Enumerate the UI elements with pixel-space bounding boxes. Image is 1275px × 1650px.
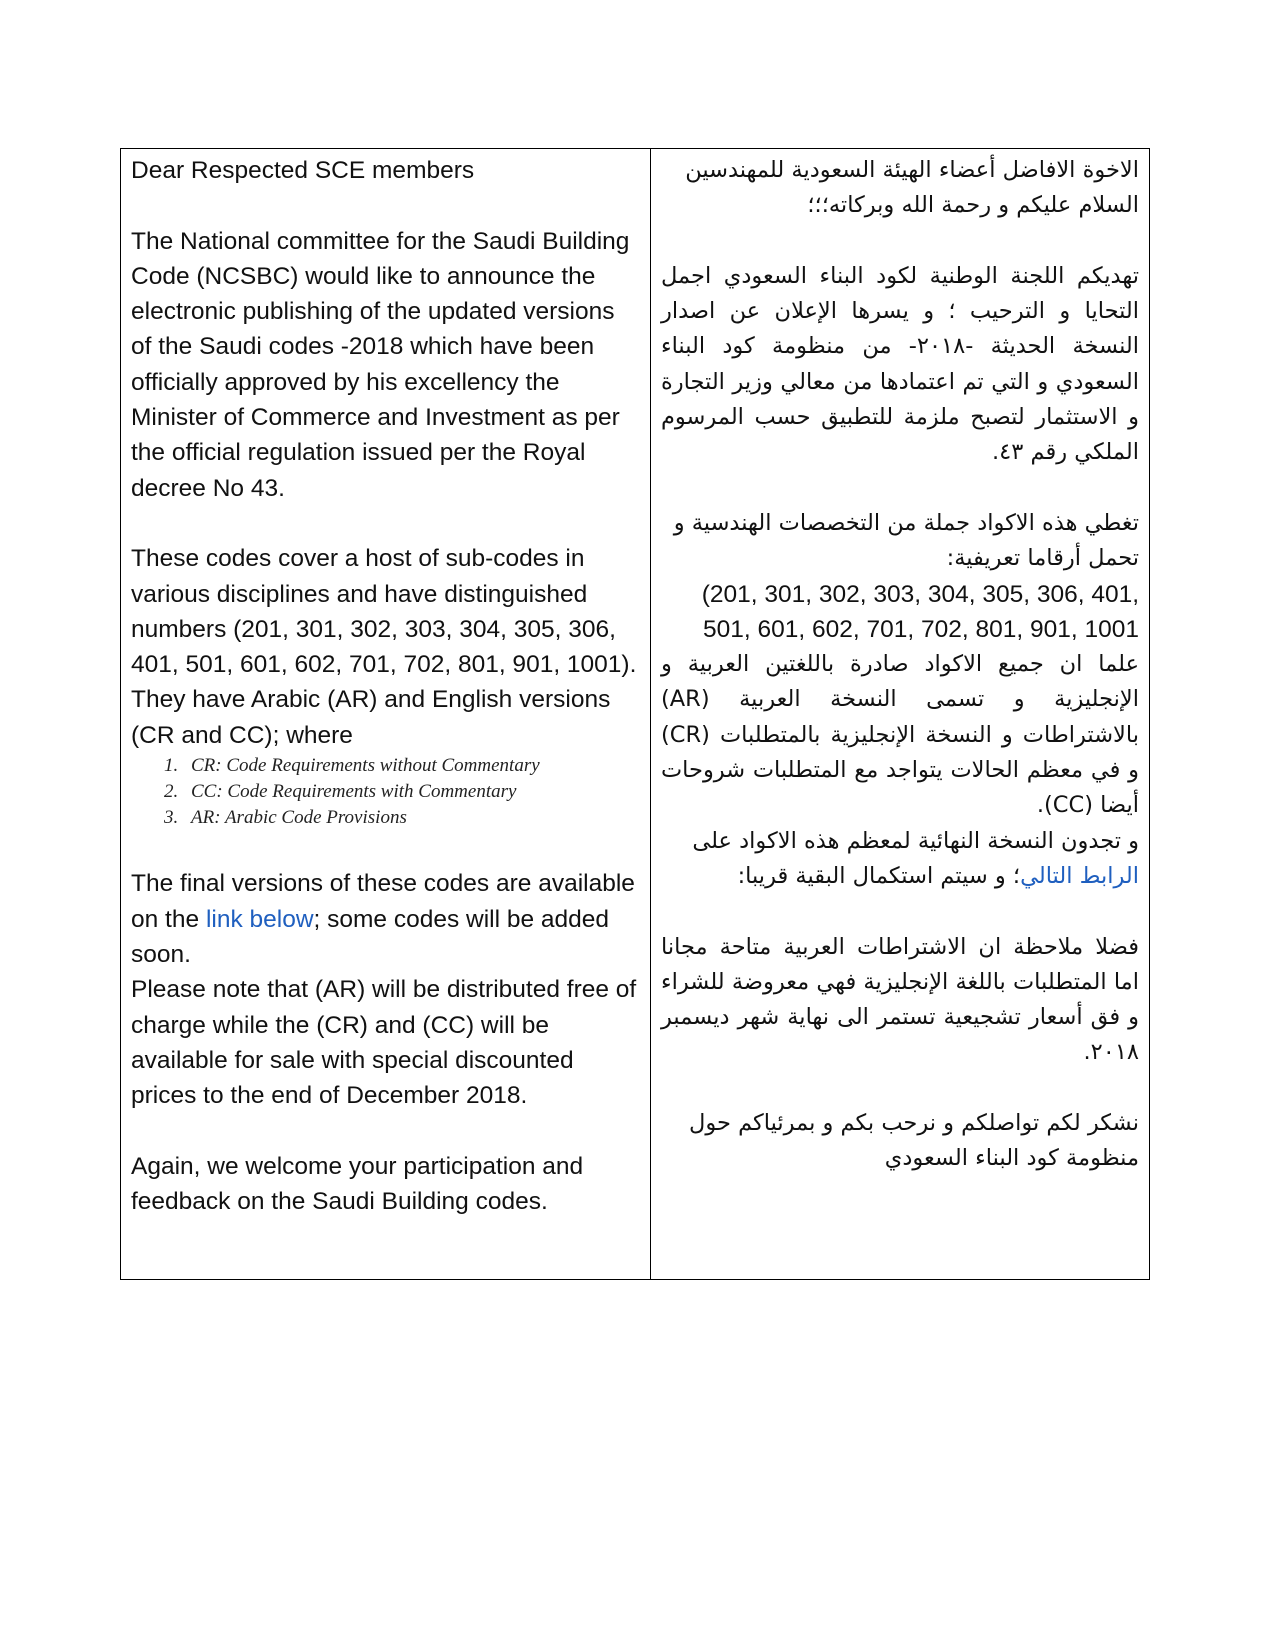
ar-code-numbers-line-1: (201, 301, 302, 303, 304, 305, 306, 401, [701, 580, 1139, 608]
en-paragraph-welcome: Again, we welcome your participation and feedback on the Saudi Building codes. [131, 1152, 584, 1216]
arabic-column [651, 149, 1149, 1279]
english-column [121, 149, 651, 1279]
ar-paragraph-announcement: تهديكم اللجنة الوطنية لكود البناء السعودي اجمل التحايا و الترحيب ؛ و يسرها الإعلان عن اصدار النسخة الحديثة -٢٠١٨- من منظومة كود البناء السعودي و التي تم اعتمادها من معالي وزير التجارة و الاستثمار لتصبح ملزمة للتطبيق حسب المرسوم الملكي رقم ٤٣. [661, 262, 1139, 466]
ar-greeting: السلام عليكم و رحمة الله وبركاته؛؛؛ [807, 192, 1139, 219]
ar-paragraph-pricing: فضلا ملاحظة ان الاشتراطات العربية متاحة مجانا اما المتطلبات باللغة الإنجليزية فهي معروضة للشراء و فق أسعار تشجيعية تستمر الى نهاية شهر ديسمبر ٢٠١٨. [661, 933, 1139, 1066]
en-paragraph-pricing: Please note that (AR) will be distributed free of charge while the (CR) and (CC) will be available for sale with special discounted prices to the end of December 2018. [131, 976, 637, 1110]
definition-ar: 3. AR: Arabic Code Provisions [183, 805, 640, 831]
ar-paragraph-versions: علما ان جميع الاكواد صادرة باللغتين العربية و الإنجليزية و تسمى النسخة العربية (AR) بالاشتراطات و النسخة الإنجليزية بالمتطلبات (CR) و في معظم الحالات يتواجد مع المتطلبات شروحات أيضا (CC). [661, 651, 1139, 819]
link-below[interactable]: link below [205, 905, 314, 933]
ar-salutation: الاخوة الافاضل أعضاء الهيئة السعودية للمهندسين [685, 157, 1139, 183]
definition-cc: 2. CC: Code Requirements with Commentary [183, 779, 640, 805]
en-paragraph-subcodes: These codes cover a host of sub-codes in various disciplines and have distinguished numbers (201, 301, 302, 303, 304, 305, 306, 401, 501, 601, 602, 701, 702, 801, 901, 1001). They have Arabic (AR) and English versions (CR and CC); where [131, 545, 637, 749]
ar-paragraph-availability: و تجدون النسخة النهائية لمعظم هذه الاكواد على الرابط التالي؛ و سيتم استكمال البقية قريبا: [692, 827, 1139, 889]
ar-link-next[interactable]: الرابط التالي [1020, 862, 1139, 889]
en-salutation: Dear Respected SCE members [131, 157, 475, 184]
code-version-definitions [131, 753, 640, 831]
ar-paragraph-thanks: نشكر لكم تواصلكم و نرحب بكم و بمرئياكم حول منظومة كود البناء السعودي [689, 1110, 1139, 1172]
definition-cr: 1. CR: Code Requirements without Commentary [183, 753, 640, 779]
bilingual-announcement-table [120, 148, 1150, 1280]
en-paragraph-availability: The final versions of these codes are available on the link below; some codes will be added soon. [131, 870, 635, 968]
ar-code-numbers-line-2: 501, 601, 602, 701, 702, 801, 901, 1001 [703, 615, 1139, 643]
en-paragraph-announcement: The National committee for the Saudi Building Code (NCSBC) would like to announce the electronic publishing of the updated versions of the Saudi codes -2018 which have been officially approved by his excellency the Minister of Commerce and Investment as per the official regulation issued per the Royal decree No 43. [131, 227, 630, 502]
ar-paragraph-subcodes-intro: تغطي هذه الاكواد جملة من التخصصات الهندسية و تحمل أرقاما تعريفية: [673, 509, 1139, 572]
